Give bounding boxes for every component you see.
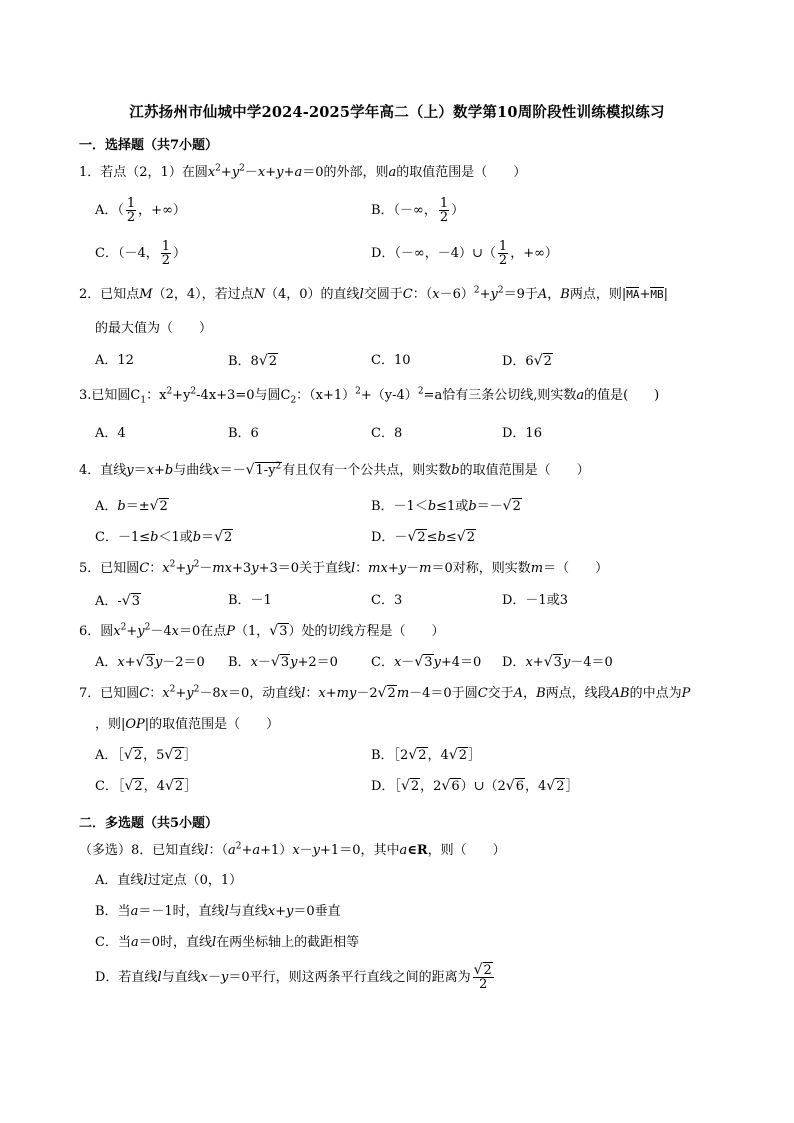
question-7-option-c[interactable]: C．［√2，4√2］ xyxy=(95,778,198,794)
page-title: 江苏扬州市仙城中学2024-2025学年高二（上）数学第10周阶段性训练模拟练习 xyxy=(129,104,665,121)
question-7-option-d[interactable]: D．［√2，2√6）∪（2√6，4√2］ xyxy=(371,778,579,794)
question-1-stem: 1．若点（2，1）在圆$x^2+y^2-x+y+a=0$的外部，则a的取值范围是（ ） xyxy=(79,163,527,180)
question-1-option-b[interactable]: B．（－∞， $\frac{1}{2}$ ） xyxy=(371,196,465,225)
question-7-option-a[interactable]: A．［√2，5√2］ xyxy=(95,747,197,763)
question-5-option-c[interactable]: C．3 xyxy=(371,593,403,608)
question-6-option-d[interactable]: D．x+√3y－4＝0 xyxy=(502,654,613,670)
question-3-option-b[interactable]: B．6 xyxy=(228,426,259,441)
question-5-stem: 5．已知圆C：$x^2+y^2-mx+3y+3=0$关于直线l：mx+y－m＝0对称，则实数m＝（ ） xyxy=(79,559,609,576)
question-3-option-c[interactable]: C．8 xyxy=(371,426,403,441)
question-7-stem: 7．已知圆C：$x^2+y^2-8x=0$，动直线l：x+my－2√2m－4＝0于圆C交于A，B两点，线段AB的中点为P xyxy=(79,684,691,701)
question-6-stem: 6．圆$x^2+y^2-4x=0$在点P（1，√3）处的切线方程是（ ） xyxy=(79,622,445,639)
question-4-option-a[interactable]: A．b＝±√2 xyxy=(95,498,168,514)
question-5-option-b[interactable]: B．－1 xyxy=(228,593,272,608)
question-2-option-b[interactable]: B．8√2 xyxy=(228,353,278,369)
question-4-option-c[interactable]: C．－1≤b＜1或b＝√2 xyxy=(95,529,233,545)
question-5-option-a[interactable]: A．-√3 xyxy=(95,593,140,609)
question-3-option-a[interactable]: A．4 xyxy=(95,426,126,441)
question-7-stem-continued: ，则|OP|的取值范围是（ ） xyxy=(95,717,280,732)
question-8-stem: （多选）8．已知直线l：$(a^2+a+1)x-y+1=0$，其中a∈R，则（ ） xyxy=(79,841,506,858)
question-2-option-d[interactable]: D．6√2 xyxy=(502,353,552,369)
question-3-stem: 3.已知圆$C_1$：$x^2+y^2-4x+3=0$与圆$C_2$：$(x+1)^2+(y-4)^2=a$恰有三条公切线,则实数a的值是( ) xyxy=(79,386,660,406)
section-heading-multiple-choice: 二．多选题（共5小题） xyxy=(79,816,219,831)
question-2-option-a[interactable]: A．12 xyxy=(95,353,134,368)
question-2-stem-continued: 的最大值为（ ） xyxy=(95,321,213,336)
section-heading-single-choice: 一．选择题（共7小题） xyxy=(79,138,219,153)
question-8-option-d[interactable]: D．若直线l与直线x－y＝0平行，则这两条平行直线之间的距离为 $\frac{√2}{2}$ xyxy=(95,962,492,992)
question-1-option-d[interactable]: D．（－∞，－4）∪（ $\frac{1}{2}$ ，+∞） xyxy=(371,239,558,268)
question-8-option-c[interactable]: C．当a＝0时，直线l在两坐标轴上的截距相等 xyxy=(95,935,360,950)
question-2-option-c[interactable]: C．10 xyxy=(371,353,411,368)
question-1-option-c[interactable]: C．（－4， $\frac{1}{2}$ ） xyxy=(95,239,187,268)
question-6-option-b[interactable]: B．x－√3y+2＝0 xyxy=(228,654,338,670)
question-4-option-b[interactable]: B．－1＜b≤1或b＝－√2 xyxy=(371,498,521,514)
question-2-stem: 2．已知点M（2，4），若过点N（4，0）的直线l交圆于C：$(x-6)^2+y^2=9$于A，B两点，则|MA+MB| xyxy=(79,285,669,302)
question-8-option-b[interactable]: B．当a＝－1时，直线l与直线x+y＝0垂直 xyxy=(95,904,341,919)
question-6-option-a[interactable]: A．x+√3y－2＝0 xyxy=(95,654,205,670)
question-4-option-d[interactable]: D．－√2≤b≤√2 xyxy=(371,529,475,545)
question-7-option-b[interactable]: B．［2√2，4√2］ xyxy=(371,747,482,763)
question-6-option-c[interactable]: C．x－√3y+4＝0 xyxy=(371,654,482,670)
question-4-stem: 4．直线y＝x+b与曲线$x=-√1-y^2$有且仅有一个公共点，则实数b的取值范围是（ ） xyxy=(79,461,590,478)
question-1-option-a[interactable]: A．（ $\frac{1}{2}$ ，+∞） xyxy=(95,196,186,225)
question-3-option-d[interactable]: D．16 xyxy=(502,426,542,441)
question-8-option-a[interactable]: A．直线l过定点（0，1） xyxy=(95,873,243,888)
question-5-option-d[interactable]: D．－1或3 xyxy=(502,593,568,608)
